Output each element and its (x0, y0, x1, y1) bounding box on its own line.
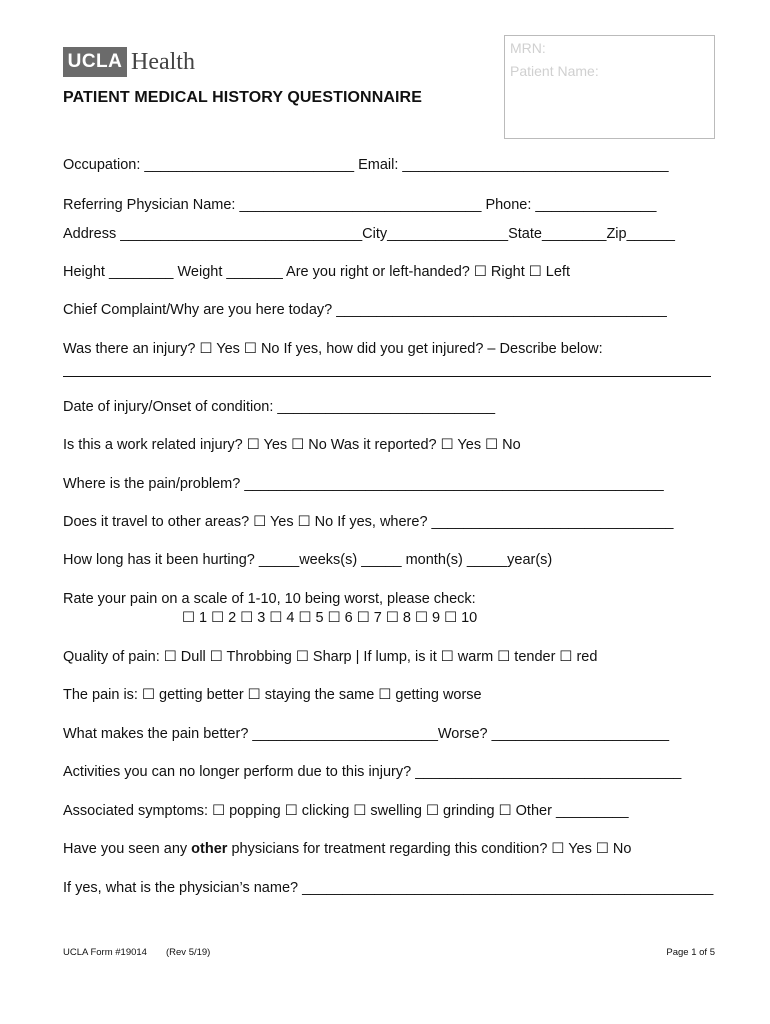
mrn-label: MRN: (510, 40, 546, 56)
footer-form-number: UCLA Form #19014 (63, 947, 147, 958)
other-physicians-line[interactable] (63, 841, 631, 857)
pain-scale-prompt: Rate your pain on a scale of 1-10, 10 being worst, please check: (63, 591, 476, 607)
activities-limited-line[interactable]: Activities you can no longer perform due to this injury? _________________________________ (63, 764, 682, 780)
occupation-email-line[interactable]: Occupation: __________________________ Email: _________________________________ (63, 157, 669, 173)
pain-duration-line[interactable]: How long has it been hurting? _____weeks(s) _____ month(s) _____year(s) (63, 552, 553, 568)
other-physicians-post[interactable]: physicians for treatment regarding this condition? ☐ Yes ☐ No (227, 841, 632, 857)
referring-physician-phone-line[interactable]: Referring Physician Name: ______________________________ Phone: _______________ (63, 197, 657, 213)
patient-name-label: Patient Name: (510, 63, 599, 79)
other-physicians-bold: other (191, 841, 228, 857)
footer-revision: (Rev 5/19) (166, 947, 211, 958)
chief-complaint-line[interactable]: Chief Complaint/Why are you here today? _________________________________________ (63, 302, 667, 318)
patient-label-box (504, 35, 715, 139)
physician-name-line[interactable]: If yes, what is the physician’s name? ___________________________________________________ (63, 880, 714, 896)
ucla-logo-box: UCLA (63, 47, 127, 77)
other-physicians-pre: Have you seen any (63, 841, 192, 857)
associated-symptoms-line[interactable]: Associated symptoms: ☐ popping ☐ clicking ☐ swelling ☐ grinding ☐ Other _________ (63, 803, 629, 819)
pain-location-line[interactable]: Where is the pain/problem? ____________________________________________________ (63, 476, 664, 492)
pain-scale-checkboxes[interactable]: ☐ 1 ☐ 2 ☐ 3 ☐ 4 ☐ 5 ☐ 6 ☐ 7 ☐ 8 ☐ 9 ☐ 10 (182, 610, 478, 626)
injury-question-line[interactable]: Was there an injury? ☐ Yes ☐ No If yes, how did you get injured? – Describe below: (63, 341, 603, 357)
page-title: PATIENT MEDICAL HISTORY QUESTIONNAIRE (63, 89, 422, 106)
date-of-injury-line[interactable]: Date of injury/Onset of condition: ___________________________ (63, 399, 496, 415)
pain-quality-line[interactable]: Quality of pain: ☐ Dull ☐ Throbbing ☐ Sharp | If lump, is it ☐ warm ☐ tender ☐ red (63, 649, 598, 665)
injury-description-rule[interactable] (63, 376, 711, 377)
work-related-injury-line[interactable]: Is this a work related injury? ☐ Yes ☐ No Was it reported? ☐ Yes ☐ No (63, 437, 521, 453)
pain-travel-line[interactable]: Does it travel to other areas? ☐ Yes ☐ No If yes, where? ______________________________ (63, 514, 674, 530)
pain-better-worse-line[interactable]: What makes the pain better? _______________________Worse? ______________________ (63, 726, 670, 742)
health-logo-text: Health (131, 49, 195, 75)
height-weight-handedness-line[interactable]: Height ________ Weight _______ Are you right or left-handed? ☐ Right ☐ Left (63, 264, 570, 280)
address-line[interactable]: Address ______________________________City_______________State________Zip______ (63, 226, 675, 242)
footer-page-number: Page 1 of 5 (666, 947, 715, 958)
pain-trend-line[interactable]: The pain is: ☐ getting better ☐ staying the same ☐ getting worse (63, 687, 482, 703)
